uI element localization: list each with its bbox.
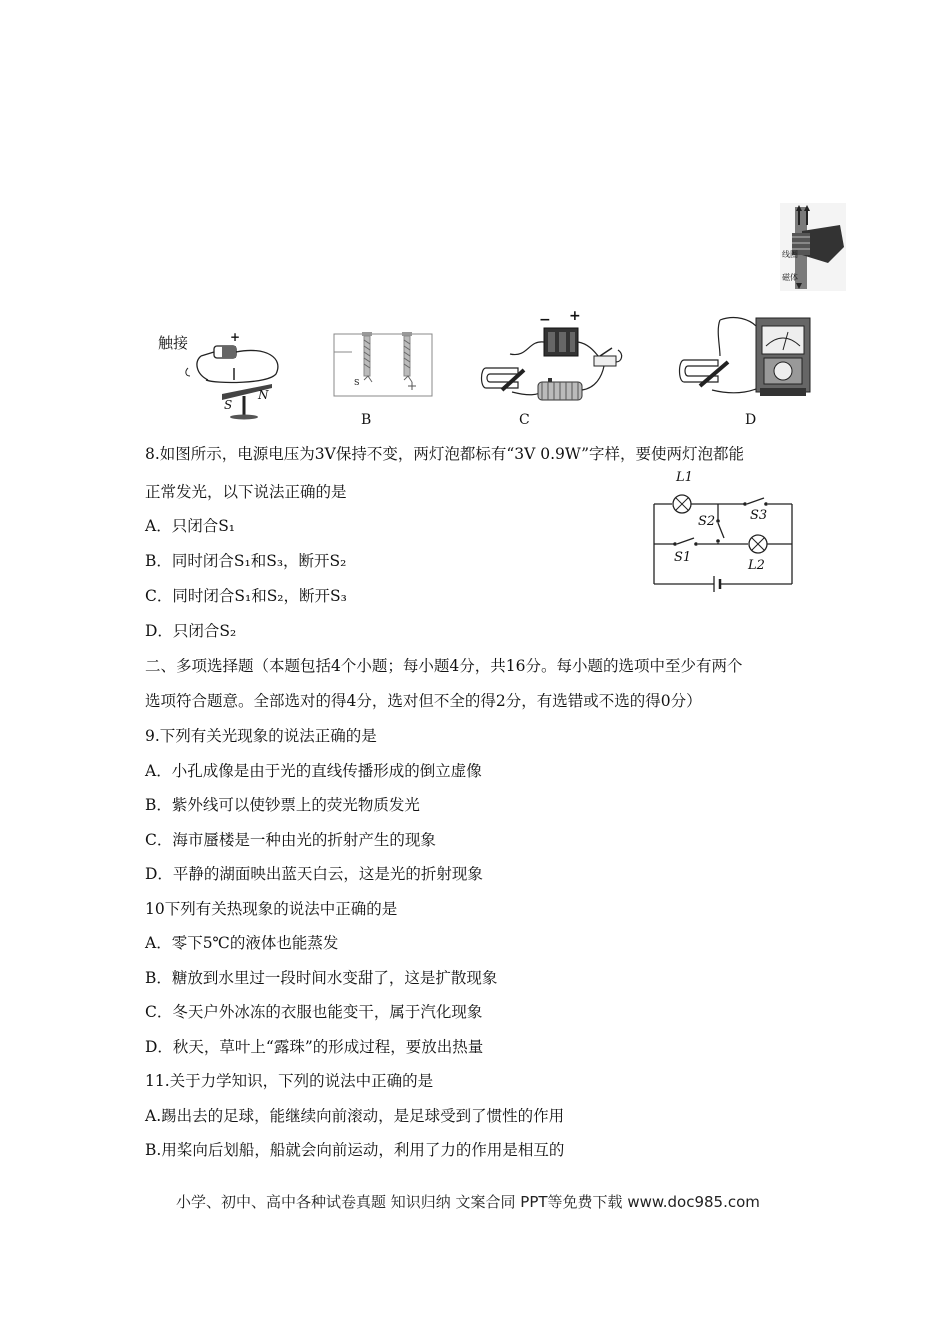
figure-c-minus: −: [539, 312, 551, 328]
q9-option-d: D．平静的湖面映出蓝天白云，这是光的折射现象: [145, 865, 483, 883]
figure-c-drawing: [478, 314, 628, 414]
figure-a-plus: +: [230, 330, 241, 344]
switch-s1: [677, 538, 694, 544]
figure-c: [478, 308, 628, 414]
figure-c-label: C: [519, 412, 530, 428]
figure-b-switch-label: S: [354, 378, 360, 387]
figure-d: [676, 316, 826, 412]
section2-heading-line-2: 选项符合题意。全部选对的得4分，选对但不全的得2分，有选错或不选的得0分）: [145, 692, 702, 710]
figure-a-pole-s: S: [224, 398, 233, 412]
coil-label: 线圈: [782, 250, 798, 259]
q8-option-b: B．同时闭合S₁和S₃，断开S₂: [145, 552, 347, 570]
switch-s3: [747, 498, 764, 504]
q9-option-b: B．紫外线可以使钞票上的荧光物质发光: [145, 796, 420, 814]
coil-magnet-photo: [780, 203, 846, 291]
q10-option-a: A．零下5℃的液体也能蒸发: [145, 934, 339, 952]
figure-c-plus: +: [569, 308, 581, 324]
q8-stem-line-1: 8.如图所示，电源电压为3V保持不变，两灯泡都标有“3V 0.9W”字样，要使两灯泡都能: [145, 445, 745, 463]
figure-d-label: D: [745, 412, 757, 428]
page-footer: 小学、初中、高中各种试卷真题 知识归纳 文案合同 PPT等免费下载 www.doc985.com: [176, 1193, 760, 1211]
q9-stem: 9.下列有关光现象的说法正确的是: [145, 727, 377, 745]
q8-option-c: C．同时闭合S₁和S₂，断开S₃: [145, 587, 347, 605]
figure-d-drawing: [676, 316, 826, 412]
q11-option-b: B.用桨向后划船，船就会向前运动，利用了力的作用是相互的: [145, 1141, 565, 1159]
q8-option-a: A．只闭合S₁: [145, 517, 236, 535]
q8-circuit-diagram: [648, 470, 798, 600]
q9-option-a: A．小孔成像是由于光的直线传播形成的倒立虚像: [145, 762, 482, 780]
q8-stem-line-2: 正常发光，以下说法正确的是: [145, 483, 347, 501]
q11-option-a: A.踢出去的足球，能继续向前滚动，是足球受到了惯性的作用: [145, 1107, 565, 1125]
q10-stem: 10下列有关热现象的说法中正确的是: [145, 900, 398, 918]
circuit-label-s1: S1: [674, 550, 692, 565]
q8-option-d: D．只闭合S₂: [145, 622, 237, 640]
circuit-drawing: [648, 470, 798, 600]
figure-a: [156, 328, 286, 420]
circuit-label-s2: S2: [698, 514, 716, 529]
q10-option-c: C．冬天户外冰冻的衣服也能变干，属于汽化现象: [145, 1003, 483, 1021]
section2-heading-line-1: 二、多项选择题（本题包括4个小题；每小题4分，共16分。每小题的选项中至少有两个: [145, 657, 743, 675]
magnet-label: 磁体: [782, 273, 798, 282]
figure-a-pole-n: N: [258, 388, 269, 402]
switch-s2: [718, 523, 724, 538]
q10-option-b: B．糖放到水里过一段时间水变甜了，这是扩散现象: [145, 969, 498, 987]
figure-b-label: B: [361, 412, 372, 428]
figure-b: [328, 328, 438, 400]
q10-option-d: D．秋天，草叶上“露珠”的形成过程，要放出热量: [145, 1038, 484, 1056]
figure-a-touch-label: 触接: [158, 334, 189, 352]
circuit-label-s3: S3: [750, 508, 768, 523]
q11-stem: 11.关于力学知识，下列的说法中正确的是: [145, 1072, 434, 1090]
figure-a-drawing: [156, 328, 286, 420]
figure-b-drawing: [328, 328, 438, 400]
circuit-label-l2: L2: [748, 558, 765, 573]
q9-option-c: C．海市蜃楼是一种由光的折射产生的现象: [145, 831, 436, 849]
circuit-label-l1: L1: [676, 470, 693, 485]
